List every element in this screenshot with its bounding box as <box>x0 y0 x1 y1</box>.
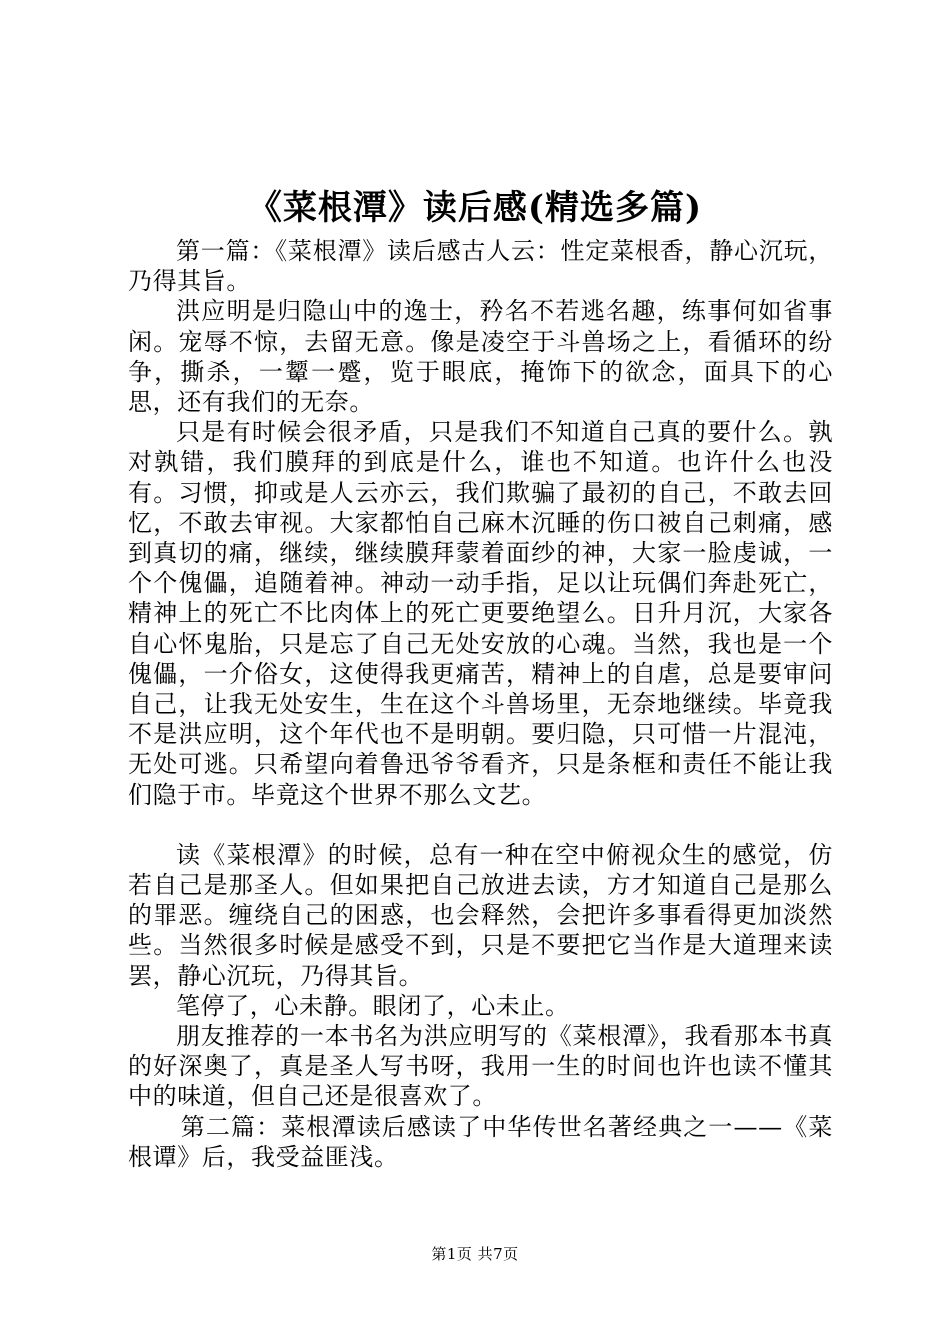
document-title: 《菜根潭》读后感(精选多篇) <box>247 188 703 228</box>
document-body <box>128 236 833 1172</box>
paragraph-7: 第二篇：菜根潭读后感读了中华传世名著经典之一——《菜根谭》后，我受益匪浅。 <box>128 1112 833 1171</box>
paragraph-3: 只是有时候会很矛盾，只是我们不知道自己真的要什么。孰对孰错，我们膜拜的到底是什么，谁也不知道。也许什么也没有。习惯，抑或是人云亦云，我们欺骗了最初的自己，不敢去回忆，不敢去审视。大家都怕自己麻木沉睡的伤口被自己刺痛，感到真切的痛，继续，继续膜拜蒙着面纱的神，大家一脸虔诚，一个个傀儡，追随着神。神动一动手指，足以让玩偶们奔赴死亡，精神上的死亡不比肉体上的死亡更要绝望么。日升月沉，大家各自心怀鬼胎，只是忘了自己无处安放的心魂。当然，我也是一个傀儡，一介俗女，这使得我更痛苦，精神上的自虐，总是要审问自己，让我无处安生，生在这个斗兽场里，无奈地继续。毕竟我不是洪应明，这个年代也不是明朝。要归隐，只可惜一片混沌，无处可逃。只希望向着鲁迅爷爷看齐，只是条框和责任不能让我们隐于市。毕竟这个世界不那么文艺。 <box>128 418 833 809</box>
paragraph-5: 笔停了，心未静。眼闭了，心未止。 <box>176 991 570 1020</box>
paragraph-6: 朋友推荐的一本书名为洪应明写的《菜根潭》，我看那本书真的好深奥了，真是圣人写书呀，我用一生的时间也许也读不懂其中的味道，但自己还是很喜欢了。 <box>128 1022 833 1111</box>
paragraph-1: 第一篇：《菜根潭》读后感古人云：性定菜根香，静心沉玩，乃得其旨。 <box>128 237 833 296</box>
paragraph-4: 读《菜根潭》的时候，总有一种在空中俯视众生的感觉，仿若自己是那圣人。但如果把自己放进去读，方才知道自己是那么的罪恶。缠绕自己的困惑，也会释然，会把许多事看得更加淡然些。当然很多时候是感受不到，只是不要把它当作是大道理来读罢，静心沉玩，乃得其旨。 <box>128 840 833 990</box>
page-number: 第1页 共7页 <box>431 1245 519 1263</box>
paragraph-2: 洪应明是归隐山中的逸士，矜名不若逃名趣，练事何如省事闲。宠辱不惊，去留无意。像是凌空于斗兽场之上，看循环的纷争，撕杀，一颦一蹙，览于眼底，掩饰下的欲念，面具下的心思，还有我们的无奈。 <box>128 297 833 417</box>
